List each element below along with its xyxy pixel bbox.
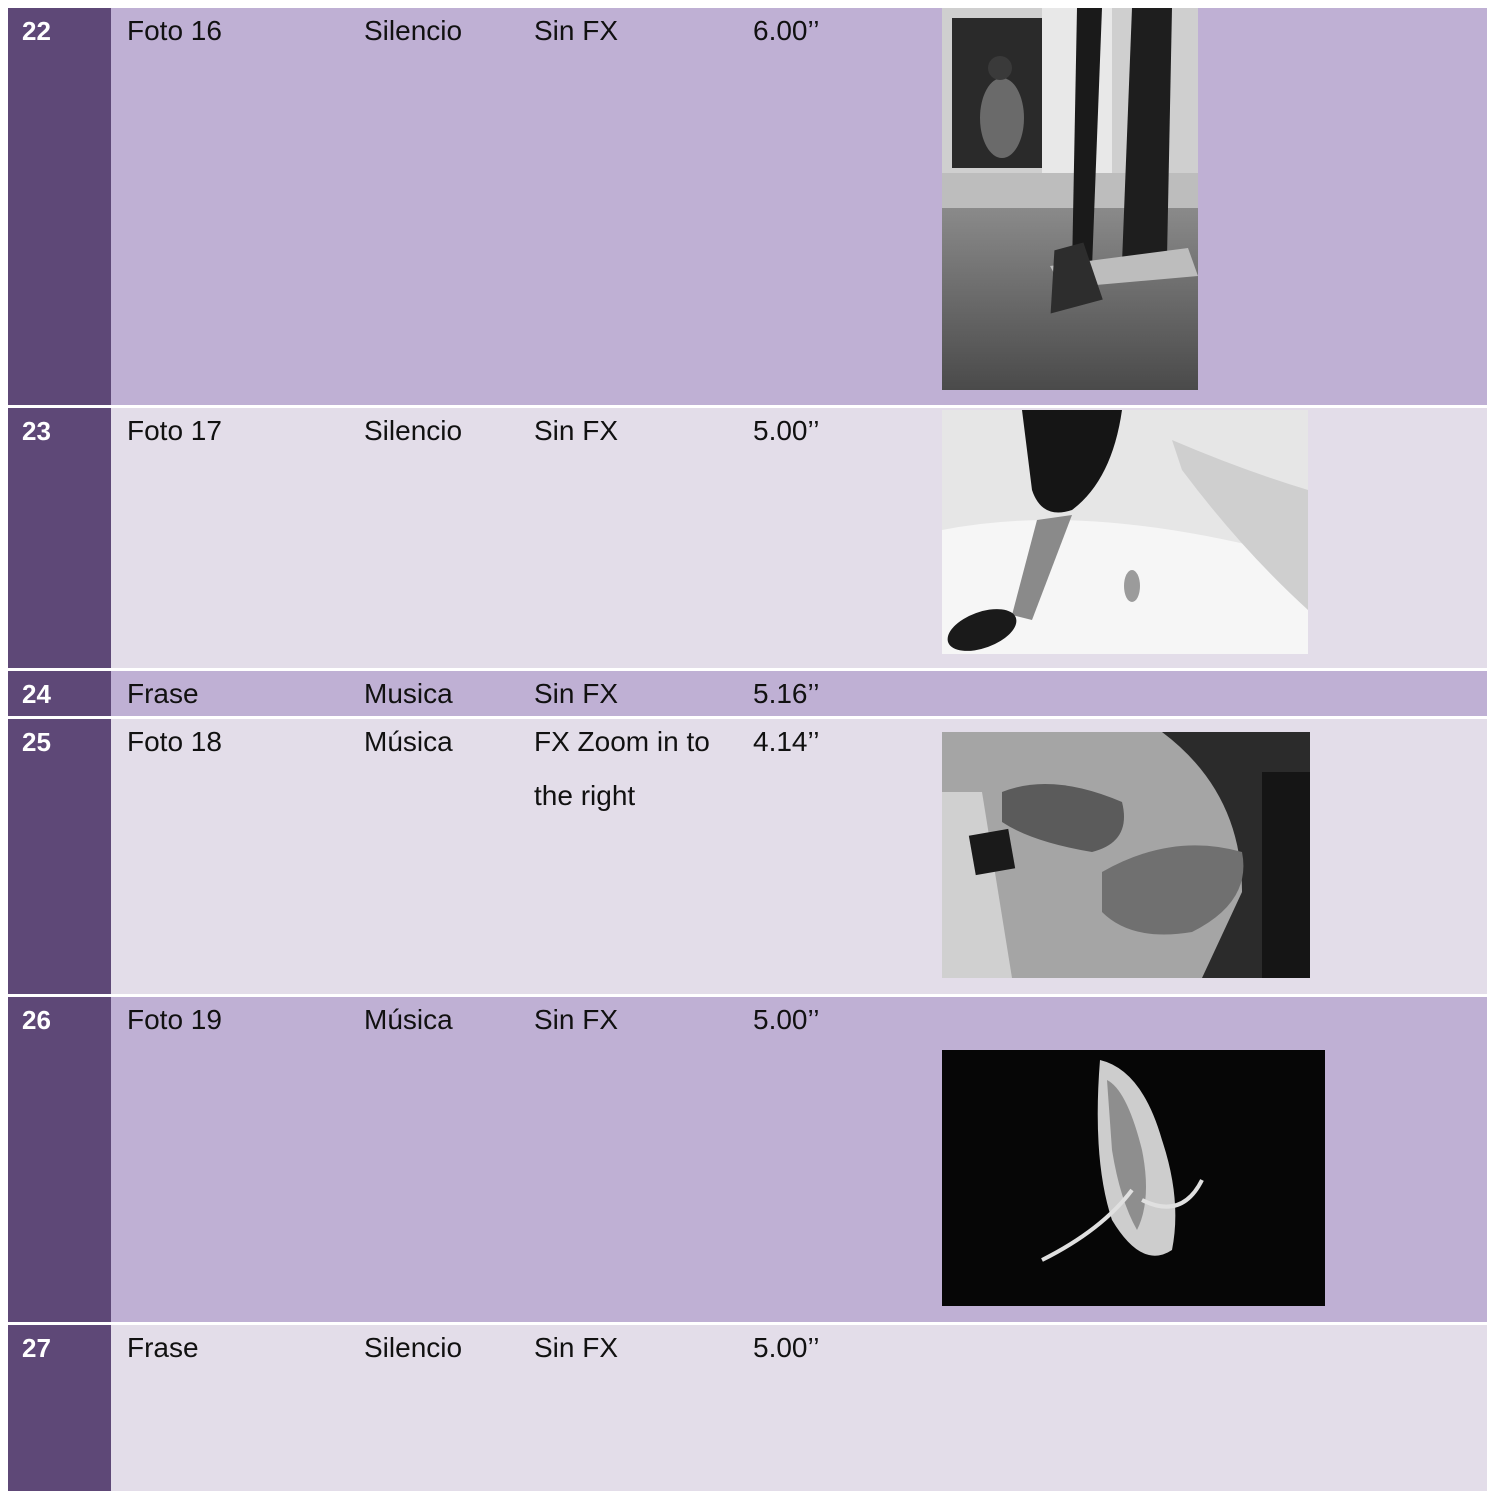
table-row: [8, 408, 1487, 668]
shot-name: Foto 16: [127, 15, 222, 46]
foto-16-thumbnail: [942, 8, 1198, 390]
fx-cell: Sin FX: [534, 15, 619, 46]
table-row: [8, 719, 1487, 994]
fx-cell: Sin FX: [534, 1004, 619, 1035]
table-row: [8, 997, 1487, 1322]
audio-cue: Silencio: [364, 1332, 463, 1363]
row-number: 24: [8, 671, 111, 716]
foto-19-thumbnail: [942, 1050, 1325, 1306]
duration-cell: 5.00’’: [753, 415, 820, 446]
row-number: 25: [8, 719, 111, 994]
fx-cell: Sin FX: [534, 1332, 619, 1363]
duration-cell: 6.00’’: [753, 15, 820, 46]
audio-cue: Música: [364, 1004, 453, 1035]
fx-cell: Sin FX: [534, 678, 619, 709]
audio-cue: Música: [364, 726, 453, 757]
shot-name: Frase: [127, 678, 199, 709]
foto-17-thumbnail: [942, 410, 1308, 654]
row-number: 27: [8, 1325, 111, 1491]
table-row: [8, 1325, 1487, 1491]
shot-name: Foto 18: [127, 726, 222, 757]
audio-cue: Silencio: [364, 415, 463, 446]
fx-cell: FX Zoom in to the right: [534, 726, 710, 811]
shot-name: Foto 17: [127, 415, 222, 446]
table-row: [8, 8, 1487, 405]
shot-name: Frase: [127, 1332, 199, 1363]
fx-cell: Sin FX: [534, 415, 619, 446]
duration-cell: 5.00’’: [753, 1332, 820, 1363]
audio-cue: Silencio: [364, 15, 463, 46]
audio-cue: Musica: [364, 678, 453, 709]
shot-name: Foto 19: [127, 1004, 222, 1035]
duration-cell: 4.14’’: [753, 726, 820, 757]
row-number: 22: [8, 8, 111, 405]
row-number: 26: [8, 997, 111, 1322]
foto-18-thumbnail: [942, 732, 1310, 978]
duration-cell: 5.00’’: [753, 1004, 820, 1035]
duration-cell: 5.16’’: [753, 678, 820, 709]
row-number: 23: [8, 408, 111, 668]
table-row: [8, 671, 1487, 716]
